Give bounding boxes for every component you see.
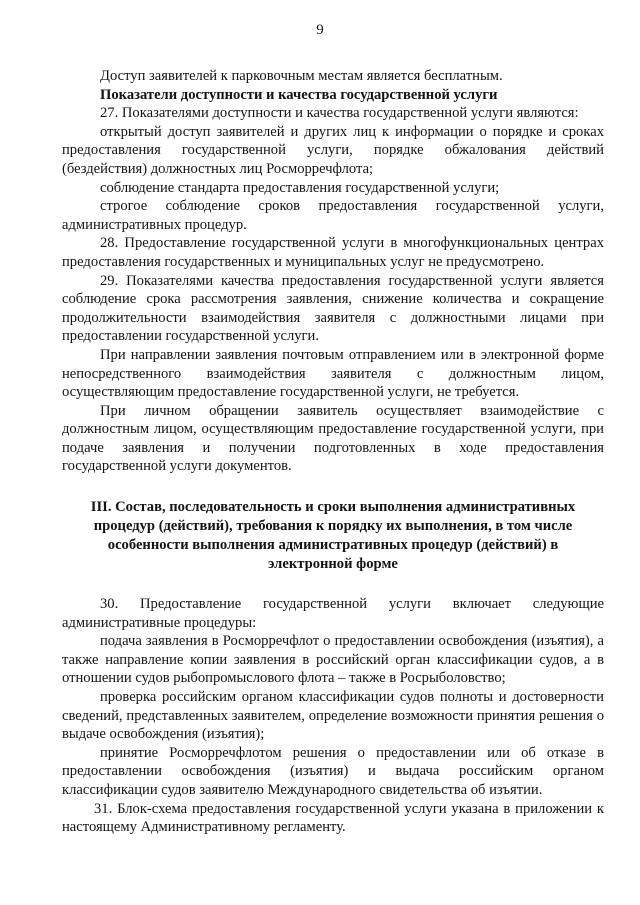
list-item-application-submission: подача заявления в Росморречфлот о предоставлении освобождения (изъятия), а также направление копии заявления в российский орган классификации судов, а в отношении судов рыбопромыслового флота – также в Росрыболовство; [62,633,604,687]
list-item-verification: проверка российским органом классификации судов полноты и достоверности сведений, представленных заявителем, определение возможности принятия решения о выдаче освобождения (изъятия); [62,689,604,743]
list-item-deadlines-compliance: строгое соблюдение сроков предоставления государственной услуги, административных процедур. [62,198,604,233]
list-item-open-access: открытый доступ заявителей и других лиц к информации о порядке и сроках предоставления государственной услуги, порядке обжалования действий (бездействия) должностных лиц Росморречфлота; [62,123,604,177]
list-item-standard-compliance: соблюдение стандарта предоставления государственной услуги; [100,179,500,196]
paragraph-parking-access: Доступ заявителей к парковочным местам является бесплатным. [100,68,503,84]
paragraph-postal-submission: При направлении заявления почтовым отправлением или в электронной форме непосредственного взаимодействия заявителя с должностным лицом, осуществляющим предоставление государственной услуги, не требуется. [62,346,604,401]
paragraph-personal-visit: При личном обращении заявитель осуществляет взаимодействие с должностным лицом, осуществляющим предоставление государственной услуги, при подаче заявления и получении подготовленных в ходе предоставления государственной услуги документов. [62,402,604,475]
section-heading-iii: III. Состав, последовательность и сроки выполнения административных процедур (действий), требования к порядку их выполнения, в том числе особенности выполнения административных процедур (действий) в электронной форме [90,499,576,573]
page-number: 9 [316,22,324,38]
paragraph-28: 28. Предоставление государственной услуги в многофункциональных центрах предоставления государственных и муниципальных услуг не предусмотрено. [62,235,604,270]
document-body [62,67,604,837]
list-item-decision: принятие Росморречфлотом решения о предоставлении или об отказе в предоставлении освобождения (изъятия) и выдача российским органом классификации судов заявителю Международного свидетельства об изъятии. [62,744,604,798]
paragraph-31: 31. Блок-схема предоставления государственной услуги указана в приложении к настоящему Административному регламенту. [62,800,604,836]
paragraph-29: 29. Показателями качества предоставления государственной услуги является соблюдение срока рассмотрения заявления, снижение количества и сокращение продолжительности взаимодействия заявителя с должностными лицами при предоставлении государственной услуги. [62,272,604,345]
paragraph-27: 27. Показателями доступности и качества государственной услуги являются: [100,105,579,122]
paragraph-30: 30. Предоставление государственной услуги включает следующие административные процедуры: [62,596,604,631]
section-subheading-quality-indicators: Показатели доступности и качества государственной услуги [100,86,498,103]
